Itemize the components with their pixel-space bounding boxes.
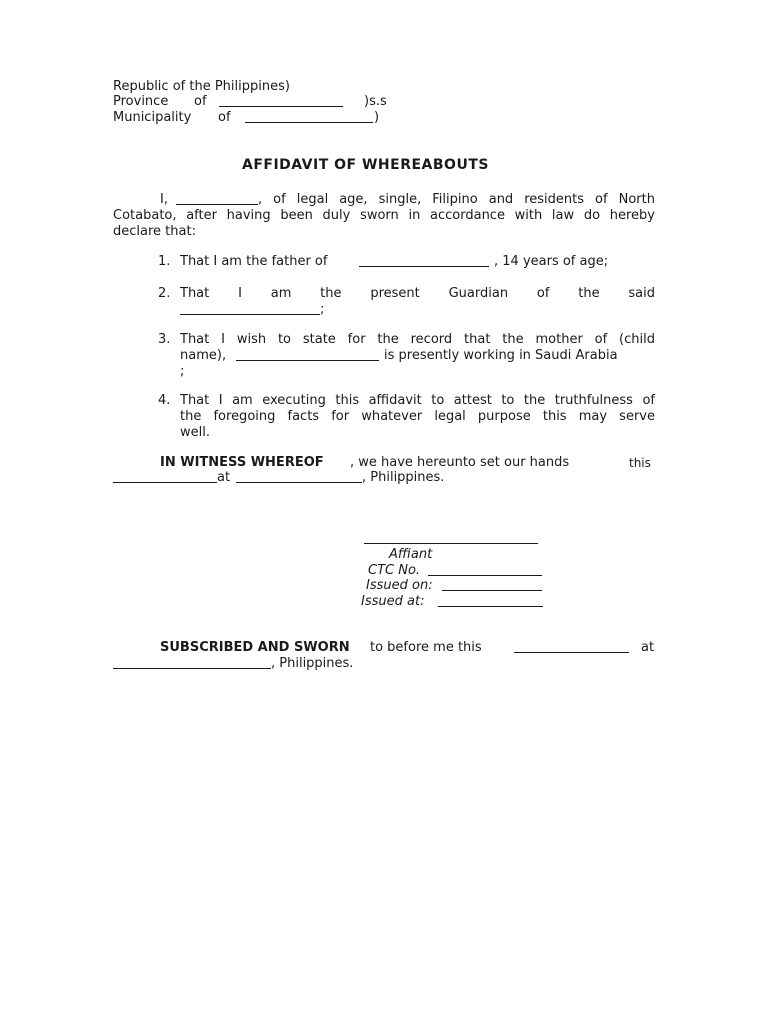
affiant-name-blank — [176, 204, 258, 205]
witness-this: this — [629, 456, 651, 470]
intro-line2: Cotabato, after having been duly sworn in accordance with law do hereby — [113, 208, 655, 223]
item-4-line3: well. — [180, 425, 210, 440]
issued-on-label: Issued on: — [366, 578, 433, 593]
jurat-at: at — [641, 640, 655, 655]
intro-line1: , of legal age, single, Filipino and residents of North — [258, 192, 655, 207]
witness-place-blank — [236, 482, 362, 483]
item-4-number: 4. — [158, 393, 171, 408]
header-province-suffix: )s.s — [364, 94, 387, 109]
witness-rest: , we have hereunto set our hands — [350, 455, 570, 470]
item-4-line1: That I am executing this affidavit to attest to the truthfulness of — [180, 393, 655, 408]
item-3-line2-a: name), — [180, 348, 227, 363]
jurat-place-blank — [113, 668, 271, 669]
jurat-end: , Philippines. — [271, 656, 354, 671]
item-3-line2-b: is presently working in Saudi Arabia — [384, 348, 618, 363]
witness-date-blank — [113, 482, 217, 483]
witness-bold: IN WITNESS WHEREOF — [160, 455, 324, 470]
witness-end: , Philippines. — [362, 470, 445, 485]
issued-at-label: Issued at: — [361, 594, 425, 609]
item-2-blank — [180, 314, 320, 315]
header-municipality-label: Municipality — [113, 110, 192, 125]
jurat-bold: SUBSCRIBED AND SWORN — [160, 640, 350, 655]
affiant-label: Affiant — [389, 547, 433, 562]
item-1-number: 1. — [158, 254, 171, 269]
municipality-blank — [245, 122, 373, 123]
affiant-signature-line — [364, 543, 538, 544]
jurat-date-blank — [514, 652, 629, 653]
item-2-number: 2. — [158, 286, 171, 301]
item-3-line1: That I wish to state for the record that the mother of (child — [180, 332, 655, 347]
witness-at: at — [217, 470, 231, 485]
item-1-text-a: That I am the father of — [180, 254, 328, 269]
province-blank — [219, 106, 343, 107]
item-1-text-b: , 14 years of age; — [494, 254, 609, 269]
item-2-line1: That I am the present Guardian of the said — [180, 286, 655, 301]
item-3-number: 3. — [158, 332, 171, 347]
document-title: AFFIDAVIT OF WHEREABOUTS — [242, 157, 489, 173]
item-3-blank — [236, 360, 379, 361]
issued-at-blank — [438, 606, 543, 607]
header-municipality-of: of — [218, 110, 231, 125]
issued-on-blank — [442, 590, 542, 591]
item-1-blank — [359, 266, 489, 267]
header-province-of: of — [194, 94, 207, 109]
jurat-rest: to before me this — [370, 640, 482, 655]
ctc-blank — [428, 575, 542, 576]
item-2-line2-end: ; — [320, 302, 325, 317]
ctc-label: CTC No. — [368, 563, 421, 578]
intro-prefix: I, — [160, 192, 168, 207]
header-municipality-suffix: ) — [374, 110, 380, 125]
header-republic: Republic of the Philippines) — [113, 79, 290, 94]
item-3-line3: ; — [180, 364, 185, 379]
header-province-label: Province — [113, 94, 169, 109]
item-4-line2: the foregoing facts for whatever legal purpose this may serve — [180, 409, 655, 424]
intro-line3: declare that: — [113, 224, 196, 239]
